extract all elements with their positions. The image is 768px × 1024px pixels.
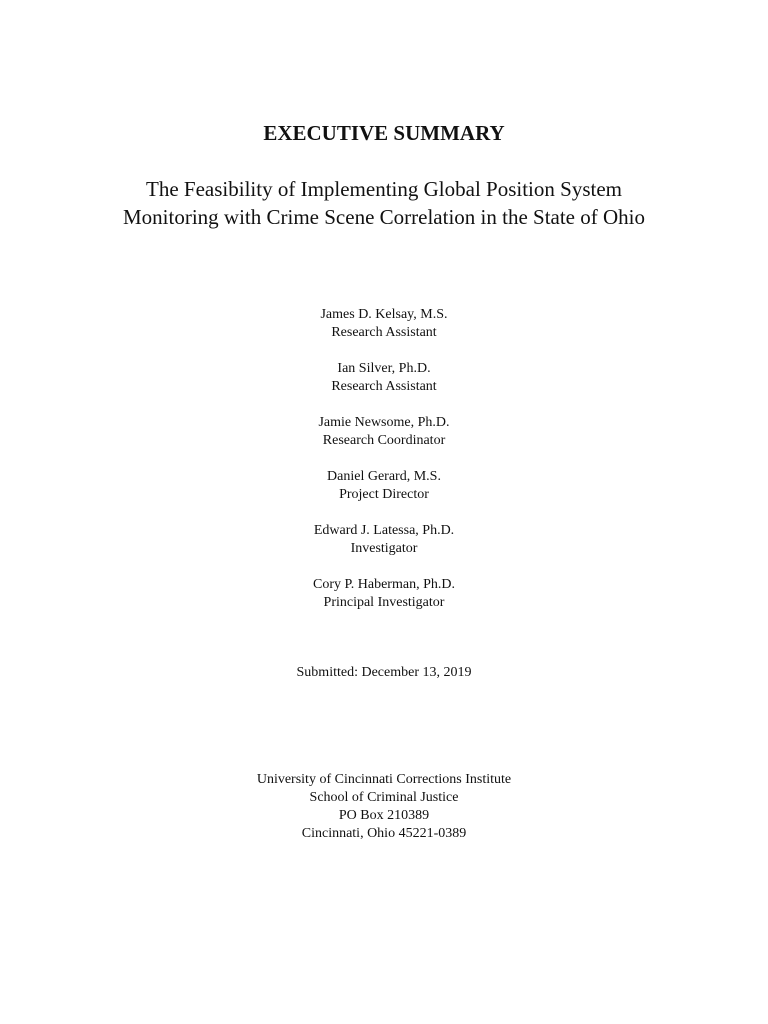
- report-title-line-1: The Feasibility of Implementing Global Position System: [146, 177, 622, 201]
- address-line-2: School of Criminal Justice: [309, 790, 459, 805]
- author-name: Cory P. Haberman, Ph.D.: [313, 577, 455, 592]
- author-name: Daniel Gerard, M.S.: [327, 469, 441, 484]
- address-line-1: University of Cincinnati Corrections Institute: [256, 772, 512, 787]
- report-title: [0, 175, 768, 231]
- institution-address: [0, 771, 768, 843]
- author-name: Jamie Newsome, Ph.D.: [318, 415, 450, 430]
- author-list: [0, 306, 768, 630]
- author-name: James D. Kelsay, M.S.: [320, 307, 448, 322]
- executive-summary-heading: EXECUTIVE SUMMARY: [263, 121, 505, 145]
- author-name: Edward J. Latessa, Ph.D.: [313, 523, 455, 538]
- author-role: Research Assistant: [331, 379, 437, 394]
- author-entry: [0, 468, 768, 522]
- address-line-4: Cincinnati, Ohio 45221-0389: [301, 826, 467, 841]
- address-line-3: PO Box 210389: [338, 808, 430, 823]
- author-entry: [0, 306, 768, 360]
- author-entry: [0, 414, 768, 468]
- author-role: Project Director: [339, 487, 429, 502]
- submission-date: Submitted: December 13, 2019: [296, 665, 472, 680]
- author-role: Investigator: [350, 541, 418, 556]
- author-entry: [0, 576, 768, 630]
- author-entry: [0, 360, 768, 414]
- report-title-line-2: Monitoring with Crime Scene Correlation in the State of Ohio: [123, 205, 645, 229]
- author-entry: [0, 522, 768, 576]
- author-role: Research Assistant: [331, 325, 437, 340]
- author-role: Research Coordinator: [322, 433, 446, 448]
- author-role: Principal Investigator: [323, 595, 445, 610]
- author-name: Ian Silver, Ph.D.: [337, 361, 431, 376]
